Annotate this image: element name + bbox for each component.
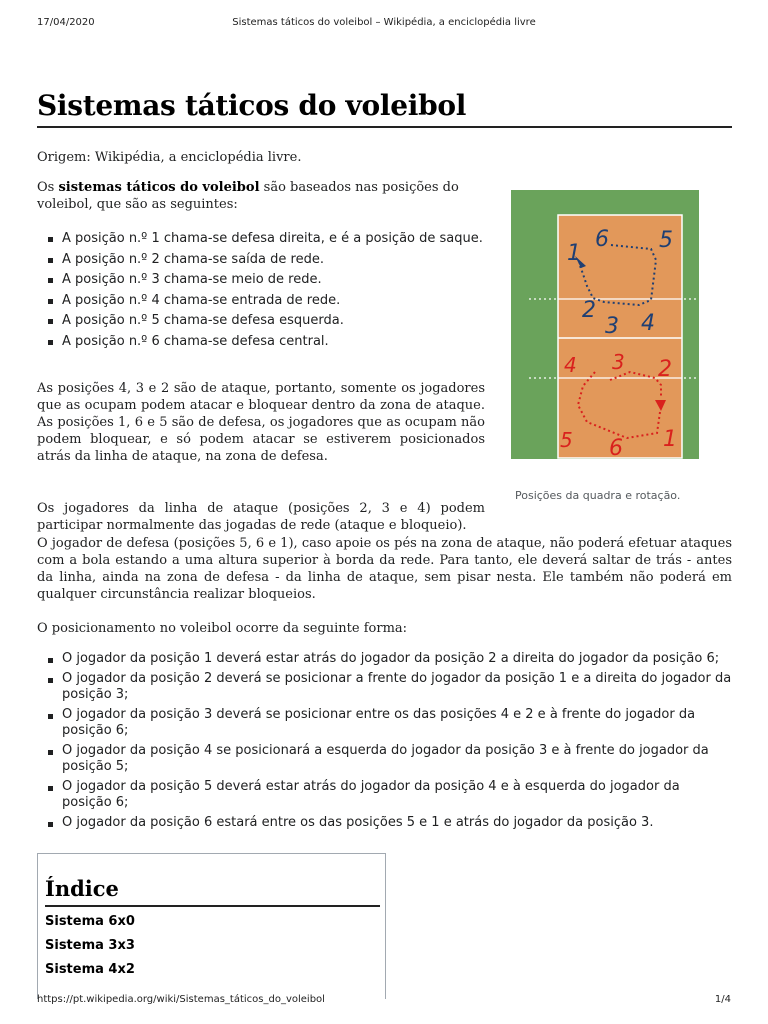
page-number: 1/4 — [714, 994, 731, 1005]
positions-list — [37, 230, 487, 353]
attack-defense-paragraph: As posições 4, 3 e 2 são de ataque, portanto, somente os jogadores que as ocupam podem atacar e bloquear dentro da zona de ataque. As posições 1, 6 e 5 são de defesa, os jogadores que as ocupam não podem bloquear, e só podem atacar se estiverem posicionados atrás da linha de ataque, na zona de defesa. — [37, 381, 485, 464]
position-number: 2 — [582, 298, 596, 323]
list-item: O jogador da posição 3 deverá se posicionar entre os das posições 4 e 2 e à frente do jogador da posição 6; — [37, 707, 732, 740]
position-number: 3 — [605, 314, 619, 339]
list-item: A posição n.º 3 chama-se meio de rede. — [37, 271, 487, 288]
list-item: O jogador da posição 1 deverá estar atrás do jogador da posição 2 a direita do jogador da posição 6; — [37, 651, 732, 668]
back-row-paragraph: O jogador de defesa (posições 5, 6 e 1), caso apoie os pés na zona de ataque, não poderá efetuar ataques com a bola estando a uma altura superior à borda da rede. Para tanto, ele deverá saltar de trás - antes da linha, ainda na zona de defesa - da linha de ataque, sem pisar nesta. Ele também não poderá em qualquer circunstância realizar bloqueios. — [37, 536, 732, 602]
intro-bold-term: sistemas táticos do voleibol — [58, 180, 260, 195]
print-header — [37, 17, 731, 31]
intro-paragraph — [37, 179, 487, 213]
list-item: A posição n.º 6 chama-se defesa central. — [37, 333, 487, 350]
positioning-list — [37, 651, 732, 834]
position-number: 6 — [595, 227, 609, 252]
toc-title: Índice — [45, 876, 380, 907]
position-number: 1 — [663, 427, 677, 452]
list-item: O jogador da posição 6 estará entre os das posições 5 e 1 e atrás do jogador da posição 3. — [37, 815, 732, 832]
list-item: O jogador da posição 2 deverá se posicionar a frente do jogador da posição 1 e a direita do jogador da posição 3; — [37, 671, 732, 704]
position-number: 6 — [609, 436, 623, 459]
position-number: 5 — [659, 228, 673, 253]
court-diagram — [511, 190, 699, 459]
list-item: A posição n.º 5 chama-se defesa esquerda. — [37, 312, 487, 329]
toc-item-sistema-3x3[interactable]: Sistema 3x3 — [45, 938, 135, 953]
table-of-contents — [37, 853, 386, 999]
positioning-intro: O posicionamento no voleibol ocorre da seguinte forma: — [37, 621, 408, 636]
position-number: 2 — [658, 357, 672, 382]
page-title: Sistemas táticos do voleibol — [37, 86, 732, 127]
position-number: 1 — [567, 241, 581, 266]
list-item: A posição n.º 1 chama-se defesa direita, e é a posição de saque. — [37, 230, 487, 247]
toc-item-sistema-4x2[interactable]: Sistema 4x2 — [45, 962, 135, 977]
position-number: 5 — [560, 428, 573, 452]
position-number: 4 — [641, 311, 655, 336]
page-url: https://pt.wikipedia.org/wiki/Sistemas_táticos_do_voleibol — [37, 994, 325, 1005]
toc-item-sistema-6x0[interactable]: Sistema 6x0 — [45, 914, 135, 929]
intro-text-end: são baseados nas posições do voleibol, que são as seguintes: — [37, 180, 459, 212]
front-row-paragraph: Os jogadores da linha de ataque (posições 2, 3 e 4) podem participar normalmente das jogadas de rede (ataque e bloqueio). — [37, 501, 485, 533]
origin-note: Origem: Wikipédia, a enciclopédia livre. — [37, 150, 302, 165]
figure-caption: Posições da quadra e rotação. — [515, 489, 681, 502]
print-page-title: Sistemas táticos do voleibol – Wikipédia, a enciclopédia livre — [232, 17, 536, 28]
print-footer — [37, 994, 731, 1008]
intro-text-start: Os — [37, 180, 59, 195]
list-item: A posição n.º 4 chama-se entrada de rede. — [37, 292, 487, 309]
position-number: 3 — [612, 350, 625, 374]
position-number: 4 — [564, 353, 577, 377]
list-item: O jogador da posição 5 deverá estar atrás do jogador da posição 4 e à esquerda do jogador da posição 6; — [37, 779, 732, 812]
list-item: O jogador da posição 4 se posicionará a esquerda do jogador da posição 3 e à frente do jogador da posição 5; — [37, 743, 732, 776]
list-item: A posição n.º 2 chama-se saída de rede. — [37, 251, 487, 268]
court-figure — [511, 190, 699, 459]
print-date: 17/04/2020 — [37, 17, 95, 28]
